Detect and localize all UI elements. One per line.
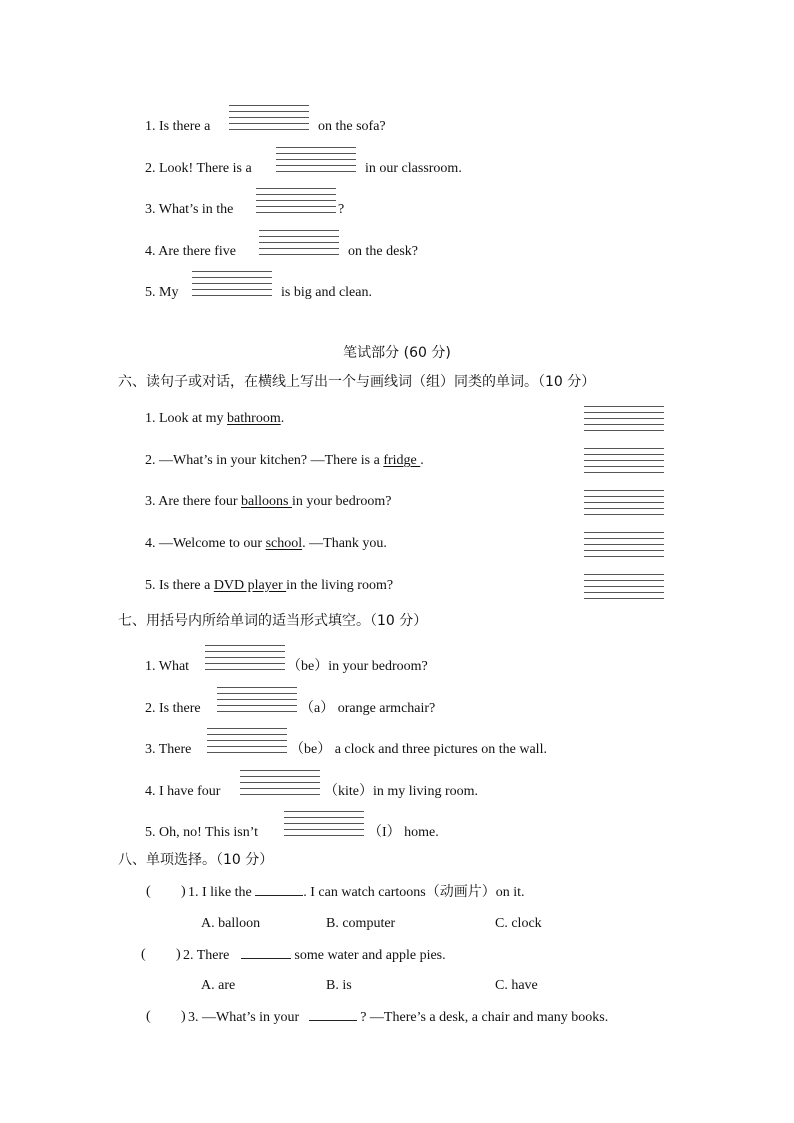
section6-title: 六、读句子或对话，在横线上写出一个与画线词（组）同类的单词。（10 分） <box>118 374 596 390</box>
p1-q4-after: on the desk? <box>348 244 418 259</box>
p1-q5-before: 5. My <box>145 285 179 300</box>
s6-q3-before: 3. Are there four <box>145 494 242 509</box>
s8-q1-before: 1. I like the <box>188 885 256 900</box>
p1-q5-after: is big and clean. <box>281 285 372 300</box>
p1-q2-before: 2. Look! There is a <box>145 161 252 176</box>
s7-q1-blank[interactable] <box>205 640 285 670</box>
s6-q2-answer-blank[interactable] <box>584 443 664 473</box>
s8-q3-text <box>188 1008 608 1027</box>
p1-q1-before: 1. Is there a <box>145 119 211 134</box>
s7-q3-blank[interactable] <box>207 723 287 753</box>
s6-q1-answer-blank[interactable] <box>584 401 664 431</box>
s7-q4-after: （kite）in my living room. <box>324 784 478 799</box>
s8-q2-before: 2. There <box>183 948 233 963</box>
s6-q1-before: 1. Look at my <box>145 411 228 426</box>
s7-q5-after: （I） home. <box>368 825 439 840</box>
s7-q5-before: 5. Oh, no! This isn’t <box>145 825 259 840</box>
p1-q2-after: in our classroom. <box>365 161 462 176</box>
s6-q4-before: 4. —Welcome to our <box>145 536 266 551</box>
s8-q2-text <box>183 946 446 965</box>
p1-q3-blank[interactable] <box>256 183 336 213</box>
s8-q2-paren-open: ( <box>141 947 146 962</box>
s6-q3-answer-blank[interactable] <box>584 485 664 515</box>
section8-title: 八、单项选择。（10 分） <box>118 852 274 868</box>
s8-q2-option-a[interactable]: A. are <box>201 978 236 993</box>
s6-q5 <box>145 577 393 595</box>
s6-q3-word: balloons <box>241 494 292 509</box>
s8-q2-option-b[interactable]: B. is <box>326 978 352 993</box>
s6-q2 <box>145 452 424 470</box>
s8-q1-after: . I can watch cartoons（动画片）on it. <box>303 885 525 900</box>
s6-q2-word: fridge <box>383 453 421 468</box>
section7-title: 七、用括号内所给单词的适当形式填空。（10 分） <box>118 613 428 629</box>
s6-q4-after: . —Thank you. <box>302 536 387 551</box>
p1-q5-blank[interactable] <box>192 266 272 296</box>
s7-q2-before: 2. Is there <box>145 701 201 716</box>
s6-q5-word: DVD player <box>213 578 287 593</box>
p1-q3-before: 3. What’s in the <box>145 202 234 217</box>
s7-q4-blank[interactable] <box>240 765 320 795</box>
s8-q1-paren-close: ) <box>181 884 186 899</box>
s8-q3-after: ? —There’s a desk, a chair and many books. <box>356 1010 609 1025</box>
s8-q1-text <box>188 883 525 902</box>
s8-q1-option-c[interactable]: C. clock <box>495 916 542 931</box>
s7-q1-before: 1. What <box>145 659 190 674</box>
s8-q1-option-a[interactable]: A. balloon <box>201 916 261 931</box>
s6-q1-word: bathroom <box>227 411 281 426</box>
p1-q4-before: 4. Are there five <box>145 244 236 259</box>
s8-q3-paren-close: ) <box>181 1009 186 1024</box>
s8-q3-blank[interactable] <box>309 1008 357 1021</box>
s8-q1-blank[interactable] <box>255 883 303 896</box>
s6-q2-after: . <box>420 453 424 468</box>
s7-q3-before: 3. There <box>145 742 192 757</box>
s8-q1-option-b[interactable]: B. computer <box>326 916 396 931</box>
s6-q4-word: school <box>265 536 303 551</box>
s6-q4 <box>145 535 387 553</box>
s8-q2-paren-close: ) <box>176 947 181 962</box>
s7-q5-blank[interactable] <box>284 806 364 836</box>
p1-q1-blank[interactable] <box>229 100 309 130</box>
s8-q2-option-c[interactable]: C. have <box>495 978 538 993</box>
s6-q5-answer-blank[interactable] <box>584 569 664 599</box>
s6-q1-after: . <box>280 411 285 426</box>
s6-q2-before: 2. —What’s in your kitchen? —There is a <box>145 453 384 468</box>
s6-q4-answer-blank[interactable] <box>584 527 664 557</box>
s6-q3 <box>145 493 392 511</box>
s7-q2-after: （a） orange armchair? <box>300 701 436 716</box>
p1-q1-after: on the sofa? <box>318 119 386 134</box>
s8-q2-after: some water and apple pies. <box>290 948 446 963</box>
s6-q5-after: in the living room? <box>286 578 394 593</box>
s6-q3-after: in your bedroom? <box>291 494 392 509</box>
s7-q1-after: （be）in your bedroom? <box>287 659 428 674</box>
s6-q5-before: 5. Is there a <box>145 578 214 593</box>
s8-q3-paren-open: ( <box>146 1009 151 1024</box>
p1-q3-after: ? <box>338 202 345 217</box>
s7-q2-blank[interactable] <box>217 682 297 712</box>
s8-q1-paren-open: ( <box>146 884 151 899</box>
s8-q2-blank[interactable] <box>241 946 291 959</box>
written-part-title: 笔试部分 (60 分) <box>343 345 451 361</box>
p1-q2-blank[interactable] <box>276 142 356 172</box>
s7-q4-before: 4. I have four <box>145 784 221 799</box>
s6-q1 <box>145 410 284 428</box>
s7-q3-after: （be） a clock and three pictures on the wall. <box>290 742 547 757</box>
p1-q4-blank[interactable] <box>259 225 339 255</box>
s8-q3-before: 3. —What’s in your <box>188 1010 303 1025</box>
